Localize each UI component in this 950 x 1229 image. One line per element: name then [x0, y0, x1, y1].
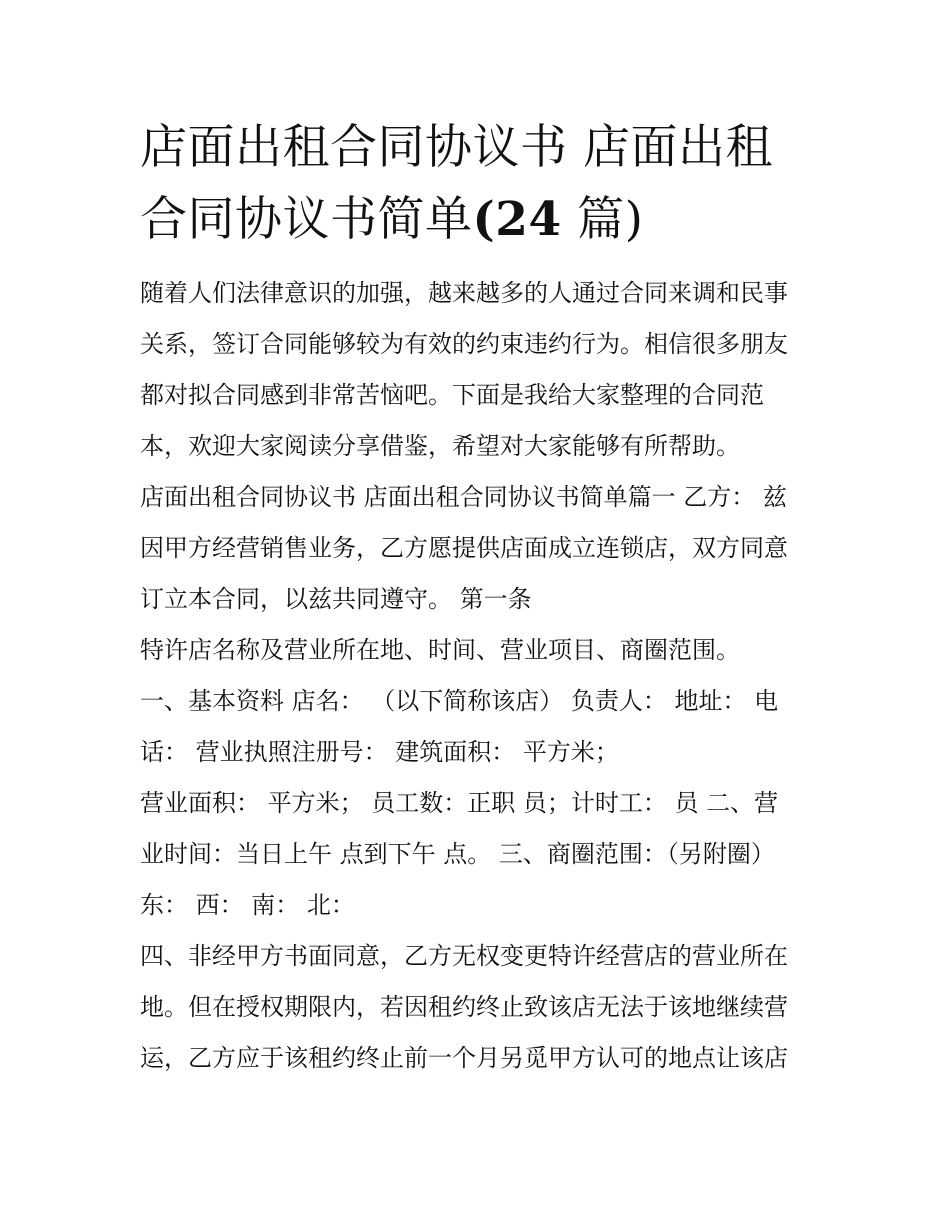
body-line: 都对拟合同感到非常苦恼吧。下面是我给大家整理的合同范: [140, 381, 764, 409]
document-body: [140, 268, 812, 1084]
body-line: 运，乙方应于该租约终止前一个月另觅甲方认可的地点让该店: [140, 1044, 788, 1072]
body-line: 订立本合同，以兹共同遵守。 第一条: [140, 585, 532, 613]
body-line: 一、基本资料 店名： （以下简称该店） 负责人： 地址： 电: [140, 687, 779, 715]
document-title: [140, 112, 812, 256]
title-suffix: 篇): [577, 192, 644, 247]
body-line: 因甲方经营销售业务，乙方愿提供店面成立连锁店，双方同意: [140, 534, 788, 562]
body-line: 东： 西： 南： 北：: [140, 891, 355, 919]
title-line-2: [140, 192, 643, 247]
document-page: [140, 112, 812, 1084]
body-line: 本，欢迎大家阅读分享借鉴，希望对大家能够有所帮助。: [140, 432, 740, 460]
body-line: 话： 营业执照注册号： 建筑面积： 平方米；: [140, 738, 619, 766]
body-line: 随着人们法律意识的加强，越来越多的人通过合同来调和民事: [140, 279, 788, 307]
body-line: 店面出租合同协议书 店面出租合同协议书简单篇一 乙方： 兹: [140, 483, 787, 511]
body-line: 关系，签订合同能够较为有效的约束违约行为。相信很多朋友: [140, 330, 788, 358]
title-line-2-text: 合同协议书简单: [140, 192, 473, 247]
body-line: 四、非经甲方书面同意，乙方无权变更特许经营店的营业所在: [140, 942, 788, 970]
title-line-1: 店面出租合同协议书 店面出租: [140, 120, 773, 175]
body-line: 地。但在授权期限内，若因租约终止致该店无法于该地继续营: [140, 993, 788, 1021]
body-line: 特许店名称及营业所在地、时间、营业项目、商圈范围。: [140, 636, 740, 664]
title-count: (24: [472, 192, 562, 247]
body-line: 营业面积： 平方米； 员工数：正职 员；计时工： 员 二、营: [140, 789, 779, 817]
body-line: 业时间：当日上午 点到下午 点。 三、商圈范围：（另附圈）: [140, 840, 775, 868]
